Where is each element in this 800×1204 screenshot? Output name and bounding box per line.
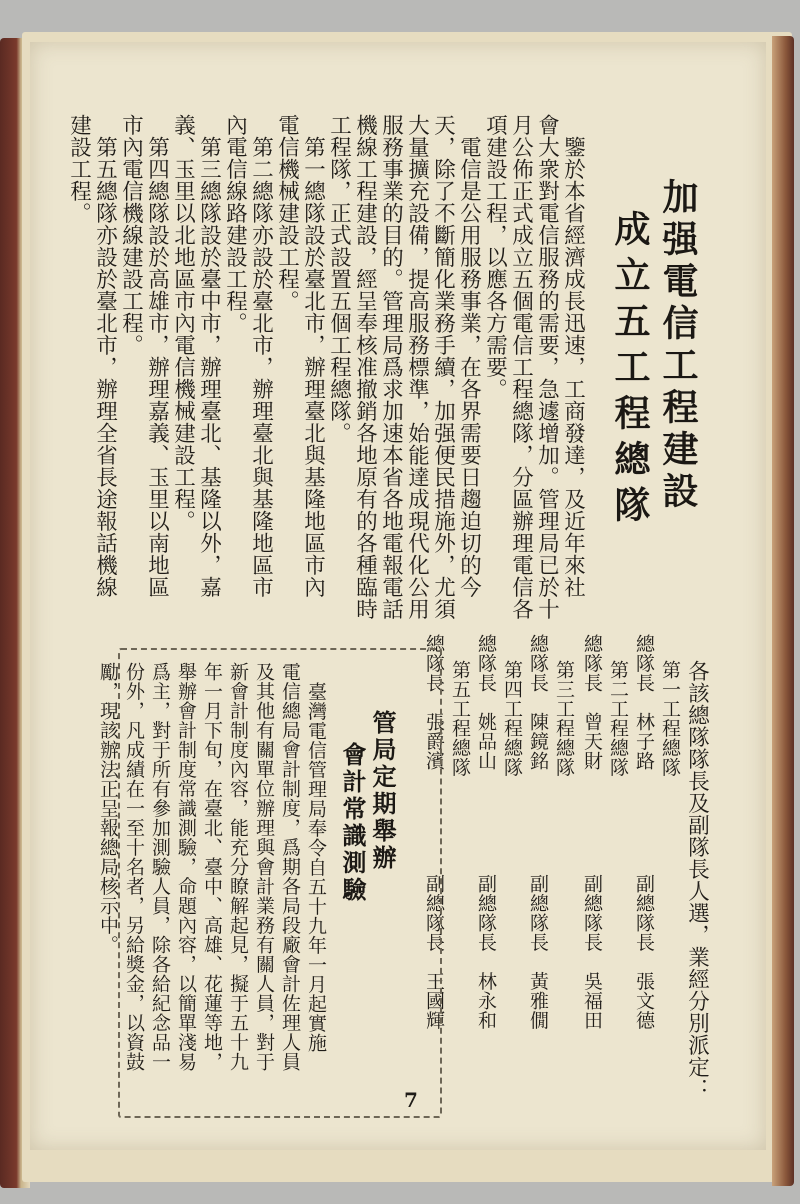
article-body-col-10: 工程隊，正式設置五個工程總隊。 xyxy=(326,114,352,444)
team-5-name: 第五工程總隊 xyxy=(449,660,471,777)
article-body-col-4: 項建設工程，以應各方需要。 xyxy=(482,114,508,400)
article-body-col-11: 第一總隊設於臺北市，辦理臺北與基隆地區市內 xyxy=(300,136,326,598)
article-body-col-9: 機線工程建設，經呈奉核准撤銷各地原有的各種臨時 xyxy=(352,114,378,620)
boxed-article-col-5: 年一月下旬，在臺北、臺中、高雄、花蓮等地， xyxy=(201,662,223,1072)
boxed-article-col-7: 爲主，對于所有參加測驗人員，除各給紀念品一 xyxy=(149,662,171,1072)
article-body-col-7: 大量擴充設備，提高服務標準，始能達成現代化公用 xyxy=(404,114,430,620)
article-body-col-18: 市內電信機線建設工程。 xyxy=(118,114,144,356)
article-body-col-8: 服務事業的目的。管理局爲求加速本省各地電報電話 xyxy=(378,114,404,620)
article-body-col-15: 第三總隊設於臺中市，辦理臺北、基隆以外，嘉 xyxy=(196,136,222,598)
boxed-article-title-line2: 會計常識測驗 xyxy=(338,742,366,904)
article-body-col-14: 內電信線路建設工程。 xyxy=(222,114,248,334)
article-body-col-2: 會大衆對電信服務的需要，急遽增加。管理局已於十 xyxy=(534,114,560,620)
boxed-article-col-3: 及其他有關單位辦理與會計業務有關人員，對于 xyxy=(253,662,275,1072)
article-title-line2: 成立五工程總隊 xyxy=(609,210,650,532)
team-4-deputy: 副總隊長 林永和 xyxy=(475,874,497,1030)
article-title-line1: 加强電信工程建設 xyxy=(657,178,698,514)
team-2-name: 第二工程總隊 xyxy=(607,660,629,777)
team-2-leader: 總隊長 曾天財 xyxy=(581,634,603,771)
boxed-article-col-4: 新會計制度內容，能充分瞭解起見，擬于五十九 xyxy=(227,662,249,1072)
article-body-col-3: 月公佈正式成立五個電信工程總隊，分區辦理電信各 xyxy=(508,114,534,620)
team-1-name: 第一工程總隊 xyxy=(659,660,681,777)
team-1-deputy: 副總隊長 張文德 xyxy=(633,874,655,1030)
article-body-col-16: 義、玉里以北地區市內電信機械建設工程。 xyxy=(170,114,196,532)
team-5-leader: 總隊長 張爵濱 xyxy=(423,634,445,771)
book-spine xyxy=(772,36,794,1186)
boxed-article-title-line1: 管局定期舉辦 xyxy=(368,710,396,872)
team-2-deputy: 副總隊長 吳福田 xyxy=(581,874,603,1030)
team-5-deputy: 副總隊長 王國輝 xyxy=(423,874,445,1030)
team-4-name: 第四工程總隊 xyxy=(501,660,523,777)
article-body-col-6: 天，除了不斷簡化業務手續，加强便民措施外，尤須 xyxy=(430,114,456,620)
boxed-article-col-8: 份外，凡成績在一至十名者，另給獎金，以資鼓 xyxy=(123,662,145,1072)
page-number: 7 xyxy=(404,1088,418,1112)
boxed-article-col-9: 勵，現該辦法正呈報總局核示中。 xyxy=(97,662,119,955)
article-body-col-12: 電信機械建設工程。 xyxy=(274,114,300,312)
article-body-col-5: 電信是公用服務事業，在各界需要日趨迫切的今 xyxy=(456,136,482,598)
boxed-article-col-1: 臺灣電信管理局奉令自五十九年一月起實施 xyxy=(305,682,327,1053)
article-body-col-19: 第五總隊亦設於臺北市，辦理全省長途報話機線 xyxy=(92,136,118,598)
team-3-name: 第三工程總隊 xyxy=(553,660,575,777)
team-4-leader: 總隊長 姚品山 xyxy=(475,634,497,771)
team-3-leader: 總隊長 陳鏡銘 xyxy=(527,634,549,771)
team-1-leader: 總隊長 林子路 xyxy=(633,634,655,771)
article-body-col-13: 第二總隊亦設於臺北市，辦理臺北與基隆地區市 xyxy=(248,136,274,598)
book-page xyxy=(30,42,766,1150)
article-body-col-17: 第四總隊設於高雄市，辦理嘉義、玉里以南地區 xyxy=(144,136,170,598)
boxed-article-col-6: 舉辦會計制度常識測驗，命題內容，以簡單淺易 xyxy=(175,662,197,1072)
boxed-article-col-2: 電信總局會計制度，爲期各局段廠會計佐理人員 xyxy=(279,662,301,1072)
article-body-col-20: 建設工程。 xyxy=(66,114,92,224)
appointments-intro: 各該總隊隊長及副隊長人選，業經分別派定： xyxy=(684,660,710,1100)
team-3-deputy: 副總隊長 黃雅僩 xyxy=(527,874,549,1030)
article-body-col-1: 鑒於本省經濟成長迅速，工商發達，及近年來社 xyxy=(560,136,586,598)
